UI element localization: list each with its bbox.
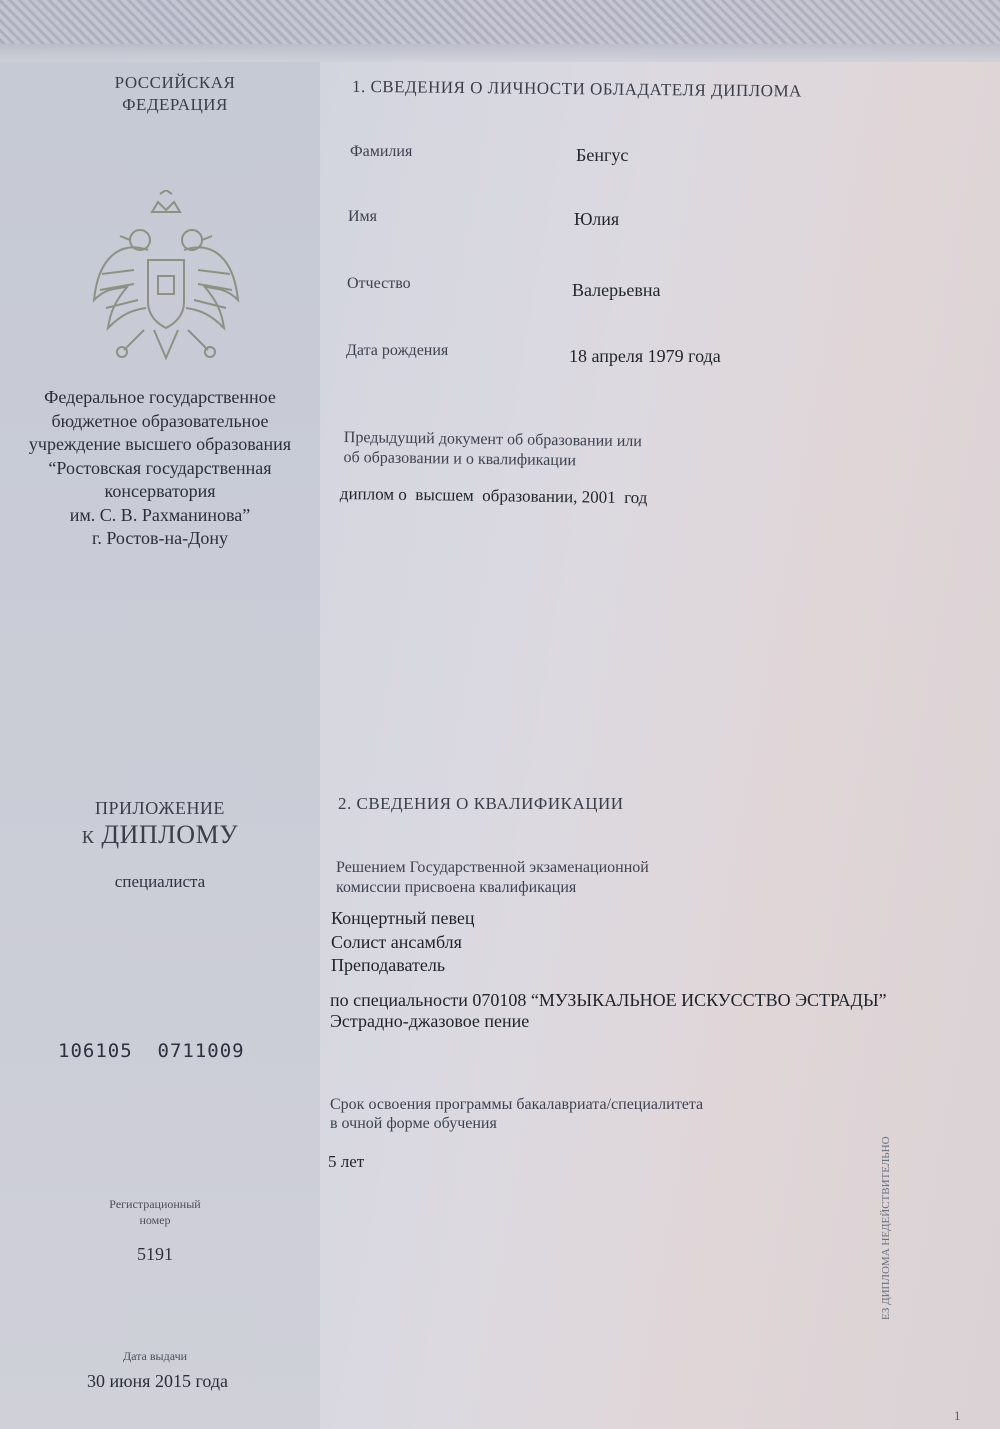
institution-line: “Ростовская государственная xyxy=(48,457,272,478)
surname-value: Бенгус xyxy=(576,145,629,165)
qualification-decision-line-1: Решением Государственной экзаменационной xyxy=(336,859,649,876)
institution-name xyxy=(10,386,310,551)
country-line-2: ФЕДЕРАЦИЯ xyxy=(122,95,228,114)
registration-label xyxy=(80,1196,230,1228)
coat-of-arms-icon xyxy=(88,190,244,366)
qualifications-list xyxy=(331,907,475,978)
study-term-value: 5 лет xyxy=(328,1152,365,1171)
degree-type: специалиста xyxy=(114,872,206,891)
qualification-item: Преподаватель xyxy=(331,955,446,975)
birth-date-label: Дата рождения xyxy=(346,342,449,359)
previous-document-label-line-2: об образовании и о квалификации xyxy=(343,448,577,470)
previous-document-label xyxy=(343,428,744,474)
section-2-title: 2. СВЕДЕНИЯ О КВАЛИФИКАЦИИ xyxy=(338,794,624,813)
study-term-label-line-1: Срок освоения программы бакалавриата/специалитета xyxy=(330,1096,704,1113)
registration-label-line-2: номер xyxy=(139,1213,171,1227)
institution-line: бюджетное образовательное xyxy=(51,410,269,431)
name-label: Имя xyxy=(348,208,378,225)
specialty: по специальности 070108 “МУЗЫКАЛЬНОЕ ИСКУССТВО ЭСТРАДЫ” xyxy=(330,990,887,1010)
birth-date-value: 18 апреля 1979 года xyxy=(569,346,721,366)
institution-line: учреждение высшего образования xyxy=(28,434,292,454)
qualification-item: Концертный певец xyxy=(331,908,475,928)
appendix-title-line-1: ПРИЛОЖЕНИЕ xyxy=(95,798,225,818)
name-value: Юлия xyxy=(574,209,620,229)
qualification-decision-label xyxy=(336,858,736,898)
study-term-label xyxy=(330,1095,790,1133)
registration-label-line-1: Регистрационный xyxy=(109,1197,201,1211)
page-number: 1 xyxy=(954,1408,961,1423)
issue-date-label: Дата выдачи xyxy=(122,1349,188,1363)
previous-document-value: диплом о высшем образовании, 2001 год xyxy=(339,484,648,508)
patronymic-value: Валерьевна xyxy=(572,280,661,300)
institution-line: им. С. В. Рахманинова” xyxy=(69,504,251,525)
qualification-item: Солист ансамбля xyxy=(331,931,462,952)
study-term-label-line-2: в очной форме обучения xyxy=(330,1115,497,1132)
specialization: Эстрадно-джазовое пение xyxy=(330,1011,530,1031)
patronymic-label: Отчество xyxy=(347,275,411,292)
section-1-title: 1. СВЕДЕНИЯ О ЛИЧНОСТИ ОБЛАДАТЕЛЯ ДИПЛОМА xyxy=(351,76,803,101)
margin-side-text: ЕЗ ДИПЛОМА НЕДЕЙСТВИТЕЛЬНО xyxy=(880,1136,892,1320)
security-pattern-band xyxy=(0,0,1000,62)
qualification-decision-line-2: комиссии присвоена квалификация xyxy=(336,879,577,896)
country-line-1: РОССИЙСКАЯ xyxy=(114,73,236,92)
surname-label: Фамилия xyxy=(350,143,413,160)
serial-number: 106105 0711009 xyxy=(58,1040,245,1062)
registration-number: 5191 xyxy=(137,1244,173,1264)
previous-document-label-line-1: Предыдущий документ об образовании или xyxy=(343,428,642,451)
country-name xyxy=(70,72,280,116)
institution-line: г. Ростов-на-Дону xyxy=(91,528,228,548)
appendix-title xyxy=(50,796,270,850)
appendix-title-line-2: к ДИПЛОМУ xyxy=(81,820,239,849)
issue-date: 30 июня 2015 года xyxy=(86,1371,229,1391)
institution-line: консерватория xyxy=(104,481,216,501)
institution-line: Федеральное государственное xyxy=(44,387,276,407)
